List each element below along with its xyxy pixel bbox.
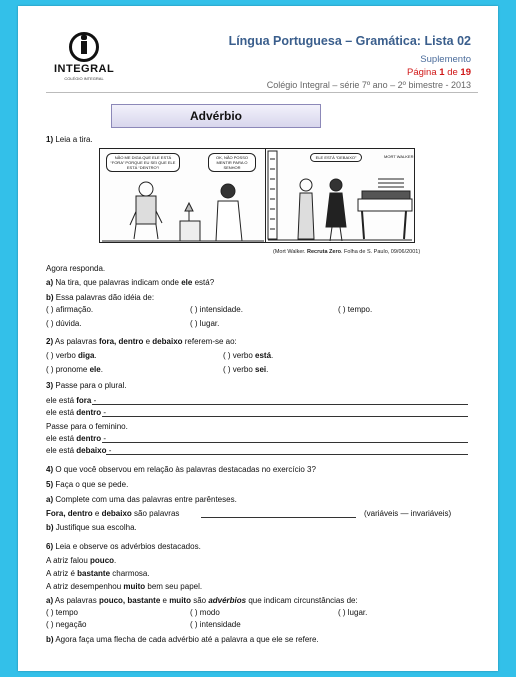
comic-caption: (Mort Walker. Recruta Zero. Folha de S. Paulo, 09/06/2001) [273, 249, 421, 255]
header-divider [46, 92, 478, 93]
answer-line[interactable] [92, 404, 468, 405]
logo-word: INTEGRAL [54, 63, 115, 75]
option-checkbox[interactable]: ( ) dúvida. [46, 319, 82, 328]
comic-speech-bubble: OK, NÃO POSSO MENTIR PARA O SENHOR [208, 153, 256, 172]
q5a-choices: (variáveis — invariáveis) [364, 509, 452, 518]
comic-signature: MORT WALKER [384, 154, 414, 159]
school-logo [54, 32, 114, 88]
option-checkbox[interactable]: ( ) verbo diga. [46, 351, 97, 360]
q1a-question: a) Na tira, que palavras indicam onde ele está? [46, 278, 215, 287]
comic-speech-bubble: NÃO ME DIGA QUE ELE ESTÁ “FORA” PORQUE EU SEI QUE ELE ESTÁ “DENTRO”! [106, 153, 180, 172]
option-checkbox[interactable]: ( ) lugar. [190, 319, 220, 328]
option-checkbox[interactable]: ( ) tempo [46, 608, 79, 617]
q2-question: 2) As palavras fora, dentro e debaixo referem-se ao: [46, 337, 237, 346]
worksheet-title: Língua Portuguesa – Gramática: Lista 02 [228, 34, 471, 48]
option-checkbox[interactable]: ( ) modo [190, 608, 220, 617]
q4-question: 4) O que você observou em relação às palavras destacadas no exercício 3? [46, 465, 316, 474]
topic-banner: Advérbio [111, 104, 321, 128]
supplement-label: Suplemento [420, 54, 471, 65]
option-checkbox[interactable]: ( ) tempo. [338, 305, 373, 314]
option-checkbox[interactable]: ( ) lugar. [338, 608, 368, 617]
option-checkbox[interactable]: ( ) intensidade [190, 620, 241, 629]
q5a-question: a) Complete com uma das palavras entre parênteses. [46, 495, 237, 504]
q1-prompt: 1) Leia a tira. [46, 135, 93, 144]
page-indicator: Página 1 de 19 [407, 67, 471, 78]
q3-question: 3) Passe para o plural. [46, 381, 127, 390]
option-checkbox[interactable]: ( ) verbo sei. [223, 365, 269, 374]
comic-drawing-1 [100, 149, 266, 242]
school-line: Colégio Integral – série 7º ano – 2º bimestre - 2013 [266, 80, 471, 90]
comic-drawing-2 [266, 149, 414, 242]
answer-line[interactable] [106, 454, 468, 455]
q6-question: 6) Leia e observe os advérbios destacados. [46, 542, 201, 551]
option-checkbox[interactable]: ( ) intensidade. [190, 305, 243, 314]
logo-i-icon [69, 32, 99, 62]
answer-line[interactable] [102, 442, 468, 443]
answer-line[interactable] [102, 416, 468, 417]
option-checkbox[interactable]: ( ) verbo está. [223, 351, 274, 360]
comic-panel-1 [99, 148, 267, 243]
q6a-question: a) As palavras pouco, bastante e muito são advérbios que indicam circunstâncias de: [46, 596, 358, 605]
q5a-sentence: Fora, dentro e debaixo são palavras [46, 509, 180, 518]
q5-question: 5) Faça o que se pede. [46, 480, 129, 489]
q1b-question: b) Essa palavras dão idéia de: [46, 293, 155, 302]
answer-line[interactable] [201, 517, 356, 518]
answer-intro: Agora responda. [46, 264, 106, 273]
q3-line-label: ele está dentro - [46, 408, 107, 417]
q3-line-label: ele está dentro - [46, 434, 107, 443]
q5b-question: b) Justifique sua escolha. [46, 523, 137, 532]
logo-tagline: COLÉGIO INTEGRAL [64, 76, 104, 81]
q3-line-label: ele está fora - [46, 396, 97, 405]
worksheet-page [18, 6, 498, 671]
q3-line-label: ele está debaixo - [46, 446, 112, 455]
q3-feminine-prompt: Passe para o feminino. [46, 422, 128, 431]
q6-sentence: A atriz desempenhou muito bem seu papel. [46, 582, 203, 591]
q6b-question: b) Agora faça uma flecha de cada advérbio até a palavra a que ele se refere. [46, 635, 319, 644]
comic-panel-2 [265, 148, 415, 243]
option-checkbox[interactable]: ( ) afirmação. [46, 305, 94, 314]
option-checkbox[interactable]: ( ) negação [46, 620, 87, 629]
comic-speech-bubble: ELE ESTÁ “DEBAIXO” [310, 153, 362, 162]
q6-sentence: A atriz falou pouco. [46, 556, 117, 565]
option-checkbox[interactable]: ( ) pronome ele. [46, 365, 103, 374]
q6-sentence: A atriz é bastante charmosa. [46, 569, 150, 578]
